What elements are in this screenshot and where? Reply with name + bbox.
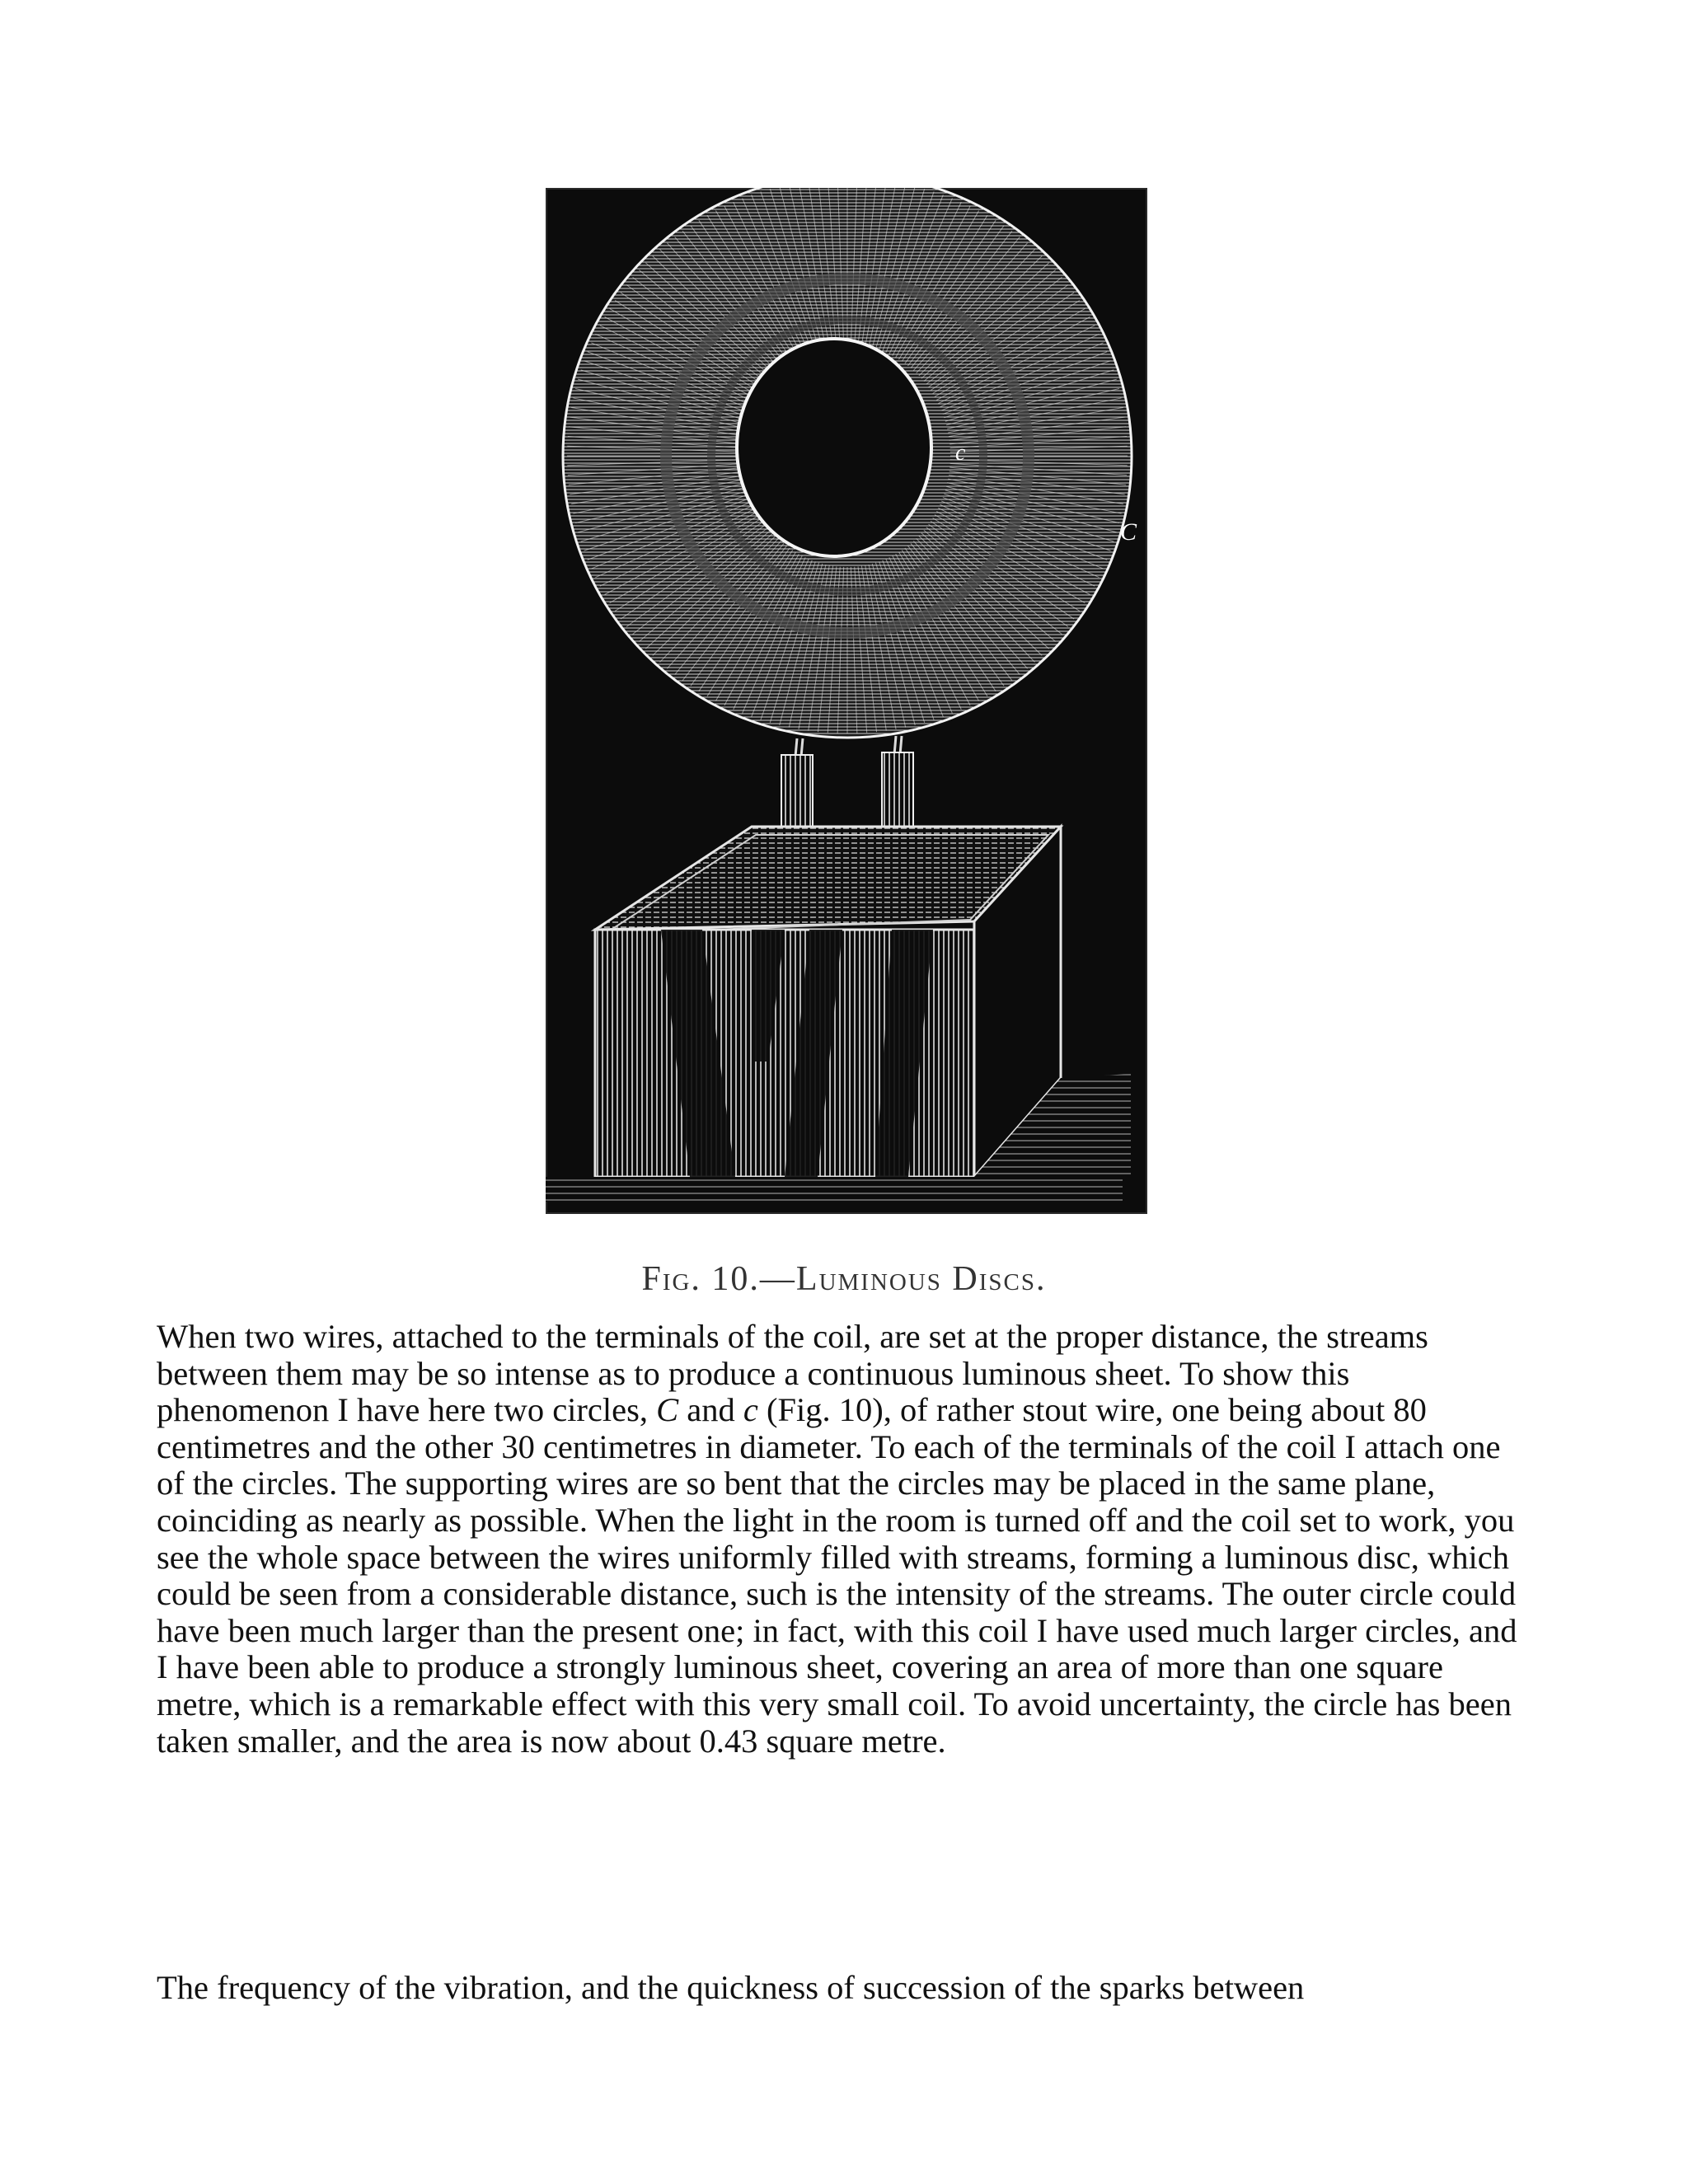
figure-luminous-discs	[546, 188, 1147, 1214]
paragraph-1-text-b: and	[678, 1391, 743, 1429]
luminous-discs-illustration	[546, 188, 1147, 1214]
paragraph-1	[157, 1319, 1525, 1760]
paragraph-1-text-c: (Fig. 10), of rather stout wire, one being about 80 centimetres and the other 30 centimetres in diameter. To each of the terminals of the coil I attach one of the circles. The supporting wires are so bent that the circles may be placed in the same plane, coinciding as nearly as possible. When the light in the room is turned off and the coil set to work, you see the whole space between the wires uniformly filled with streams, forming a luminous disc, which could be seen from a considerable distance, such is the intensity of the streams. The outer circle could have been much larger than the present one; in fact, with this coil I have used much larger circles, and I have been able to produce a strongly luminous sheet, covering an area of more than one square metre, which is a remarkable effect with this very small coil. To avoid uncertainty, the circle has been taken smaller, and the area is now about 0.43 square metre.	[157, 1391, 1517, 1760]
base-box	[546, 827, 1131, 1202]
label-outer-circle: C	[1120, 518, 1137, 546]
paragraph-1-italic-C: C	[656, 1391, 679, 1429]
label-inner-circle: c	[955, 440, 966, 466]
luminous-disc	[563, 188, 1132, 738]
paragraph-2: The frequency of the vibration, and the quickness of succession of the sparks between	[157, 1969, 1305, 2006]
disc-inner-hole	[737, 339, 931, 556]
figure-caption: Fig. 10.—Luminous Discs.	[641, 1260, 1047, 1298]
paragraph-1-italic-c: c	[743, 1391, 758, 1429]
paragraph-1-text-a: When two wires, attached to the terminals of the coil, are set at the proper distance, the streams between them may be so intense as to produce a continuous luminous sheet. To show this phenomenon I have here two circles,	[157, 1318, 1428, 1429]
